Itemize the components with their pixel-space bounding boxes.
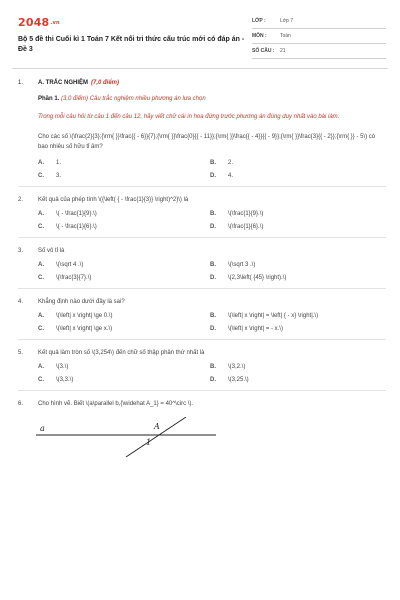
question-number: 2. (18, 197, 24, 203)
parallel-lines-figure (36, 417, 236, 457)
option-d[interactable]: D. \(\frac{1}{6}.\) (210, 224, 264, 230)
instruction-text: Trong mỗi câu hỏi từ câu 1 đến câu 12, hãy viết chữ cái in hoa đứng trước phương án đúng duy nhất vào bài làm. (38, 114, 340, 120)
section-points: (7,0 điểm) (91, 80, 120, 86)
question-divider (18, 186, 386, 187)
exam-meta (252, 14, 386, 59)
question-text: Khẳng định nào dưới đây là sai? (38, 299, 125, 305)
option-d[interactable]: D. 4. (210, 173, 234, 179)
question-text: Kết quả của phép tính \({\left( { - \frac{1}{3}} \right)^2}\) là (38, 197, 189, 203)
meta-value: 21 (280, 48, 286, 54)
meta-value: Lớp 7 (280, 18, 294, 24)
logo-tld: .vn (50, 20, 60, 26)
option-c[interactable]: C. \(\left| x \right| \ge x.\) (38, 326, 113, 332)
question-5 (18, 348, 386, 383)
site-logo[interactable] (18, 16, 60, 29)
option-d[interactable]: D. \(\left| x \right| = - x.\) (210, 326, 283, 332)
header-divider (12, 68, 388, 69)
logo-text: 2048 (18, 16, 50, 29)
question-2 (18, 195, 386, 230)
question-divider (18, 339, 386, 340)
meta-key: LỚP : (252, 18, 266, 24)
meta-row-subject (252, 29, 386, 44)
option-a[interactable]: A. \( - \frac{1}{9}.\) (38, 211, 97, 217)
part-description: Câu trắc nghiệm nhiều phương án lựa chọn (89, 96, 206, 102)
line-a-label: a (40, 424, 45, 433)
meta-value: Toán (280, 33, 291, 39)
option-d[interactable]: D. \(2,3\left( {45} \right).\) (210, 275, 287, 281)
question-1-text: Cho các số \(\frac{2}{3};{\rm{ }}\frac{{ - 6}}{7};{\rm{ }}\frac{0}{{ - 11}};{\rm{ }}\frac{{ - 4}}{{ - 9}};{\rm{ }}\frac{3}{{ - 2}};{\rm{ }} - 5\) có bao nhiêu số hữu tỉ âm? (38, 134, 376, 150)
meta-key: MÔN : (252, 33, 267, 39)
question-divider (18, 390, 386, 391)
question-text: Cho hình vẽ. Biết \(a\parallel b,{\widehat A_1} = 40^\circ \). (38, 401, 194, 407)
question-number: 3. (18, 248, 24, 254)
section-number: 1. (18, 80, 24, 86)
question-divider (18, 237, 386, 238)
option-c[interactable]: C. \(\frac{3}{7}.\) (38, 275, 92, 281)
option-b[interactable]: B. \(\frac{1}{9}.\) (210, 211, 264, 217)
geometry-figure (36, 417, 386, 459)
angle-1-label: 1 (146, 438, 152, 447)
question-number: 6. (18, 401, 24, 407)
meta-row-class (252, 14, 386, 29)
part-points: (3,0 điểm) (61, 96, 89, 102)
question-divider (18, 288, 386, 289)
option-b[interactable]: B. \(3,2.\) (210, 364, 246, 370)
option-b[interactable]: B. \(\left| x \right| = \left| { - x} \right|.\) (210, 313, 319, 319)
option-a[interactable]: A. \(\left| x \right| \ge 0.\) (38, 313, 113, 319)
option-c[interactable]: C. \(3,3.\) (38, 377, 74, 383)
question-1-options (38, 160, 386, 179)
question-number: 5. (18, 350, 24, 356)
question-text: Kết quả làm tròn số \(3,254\) đến chữ số thập phân thứ nhất là (38, 350, 205, 356)
question-number: 4. (18, 299, 24, 305)
option-a[interactable]: A. \(\sqrt 4 .\) (38, 262, 84, 268)
meta-row-count (252, 44, 386, 59)
question-text: Số vô tỉ là (38, 248, 65, 254)
option-a[interactable]: A. \(3.\) (38, 364, 69, 370)
meta-key: SỐ CÂU : (252, 48, 275, 54)
exam-title: Bộ 5 đề thi Cuối kì 1 Toán 7 Kết nối tri thức cấu trúc mới có đáp án - Đề 3 (18, 36, 245, 53)
question-3 (18, 246, 386, 281)
section-heading (18, 80, 386, 86)
question-4 (18, 297, 386, 332)
option-d[interactable]: D. \(3,25.\) (210, 377, 249, 383)
option-c[interactable]: C. \( - \frac{1}{6}.\) (38, 224, 97, 230)
part-label: Phần 1. (38, 96, 60, 102)
option-c[interactable]: C. 3. (38, 173, 62, 179)
part-heading (38, 96, 386, 102)
option-a[interactable]: A. 1. (38, 160, 62, 166)
section-title: A. TRẮC NGHIỆM (38, 80, 88, 86)
option-b[interactable]: B. 2. (210, 160, 234, 166)
exam-content (18, 80, 386, 466)
option-b[interactable]: B. \(\sqrt 3 .\) (210, 262, 256, 268)
question-6 (18, 399, 386, 459)
point-a-label: A (154, 422, 160, 431)
